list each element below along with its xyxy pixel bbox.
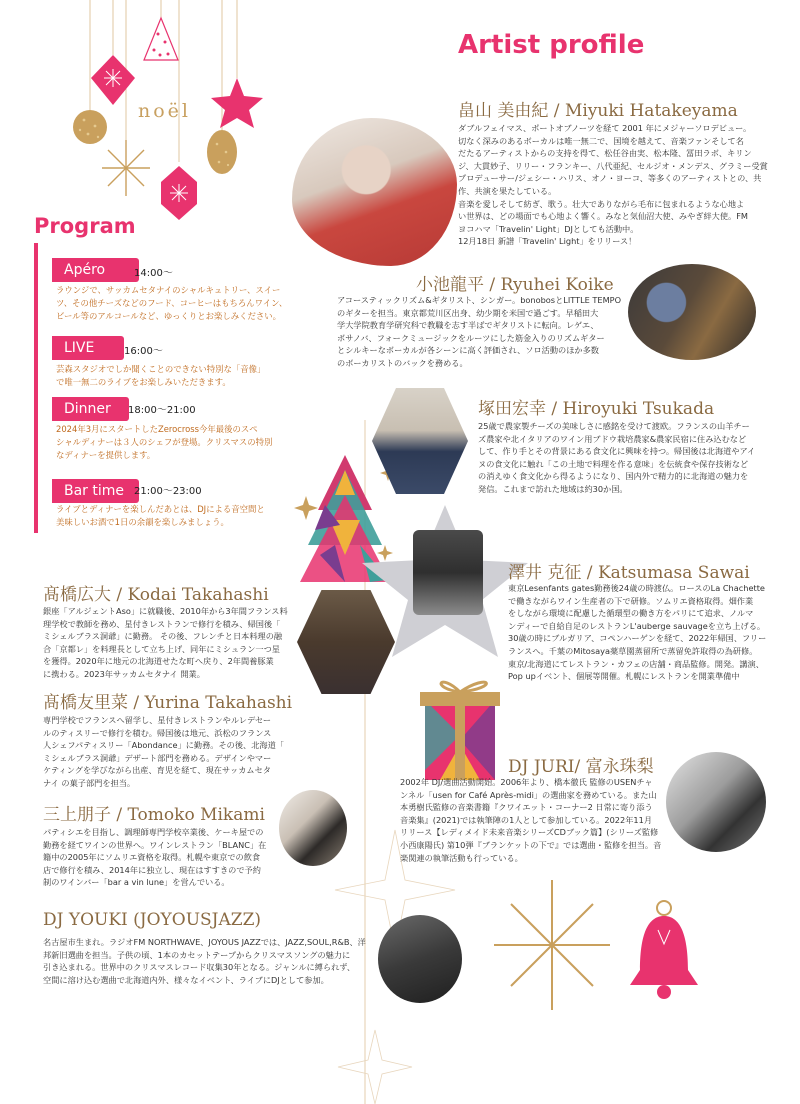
name-mikami: 三上朋子 / Tomoko Mikami <box>43 805 265 825</box>
ornament-hexagon-icon <box>161 166 197 220</box>
photo-koike <box>628 264 756 360</box>
bio-hatakeyama: ダブルフェイマス、ポートオブノーツを経て 2001 年にメジャーソロデビュー。 切なく深みのあるボーカルは唯一無二で、国境を越えて、音楽ファンそして名 だたるアーティストからの支持を得て、松任谷由実、松本隆、冨田ラボ、キリン ジ、大貫妙子、リリー・フランキー、八代亜紀、セルジオ・メンデス、グラミー受賞 プロデューサー/ジェシー・ハリス、オノ・ヨーコ、等多くのアーティストとの、共 作、共演を果たしている。 音楽を愛しそして紡ぎ、歌う。壮大でありながら毛布に包まれるような心地よ い世界は、どの場面でも心地よく響く。みなと気仙沼大使、みやぎ絆大使。FM ヨコハマ「Travelin' Light」DJとしても活動中。 12月18日 新譜「Travelin' Light」をリリース！ <box>458 123 768 247</box>
name-juri: DJ JURI/ 富永珠梨 <box>508 757 654 777</box>
bio-koike: アコースティックリズム&ギタリスト、シンガー。bonobosとLITTLE TEMPO のギターを担当。東京都荒川区出身、幼少期を米国で過ごす。早稲田大 学大学院教育学研究科で教職を志す半ばでギタリストに転向。レゲエ、 ボサノバ、フォークミュージックをルーツにした筋金入りのリズムギター とシルキーなボーカルが各シーンに高く評価され、ソロ活動のほか多数 のボーカリストのバックを務める。 <box>337 295 622 368</box>
program-sidebar-line <box>34 243 38 533</box>
photo-sawai <box>413 530 483 615</box>
program-desc-dinner: 2024年3月にスタートしたZerocross今年最後のスペ シャルディナーは３人のシェフが登場。クリスマスの特別 なディナーを提供します。 <box>56 424 273 460</box>
photo-hatakeyama <box>292 118 457 266</box>
ornament-diamond-icon <box>91 55 135 105</box>
program-desc-live: 芸森スタジオでしか聞くことのできない特別な「音像」 で唯一無二のライブをお楽しみいただきます。 <box>56 364 266 387</box>
artist-profile-title: Artist profile <box>458 30 645 60</box>
name-kodai: 髙橋広大 / Kodai Takahashi <box>43 585 269 605</box>
program-time-apero: 14:00〜 <box>134 268 173 279</box>
bio-youki: 名古屋市生まれ。ラジオFM NORTHWAVE、JOYOUS JAZZでは、JAZZ,SOUL,R&B、洋 邦新旧選曲を担当。子供の頃、1本のカセットテープからクリスマスソングの魅力に 引き込まれる。世界中のクリスマスレコード収集30年となる。ジャンルに縛られず、 空間に溶け込む選曲で北海道内外、様々なイベント、ライブにDJとして参加。 <box>43 937 366 985</box>
gift-box-icon <box>420 682 500 780</box>
program-title: Program <box>34 214 136 238</box>
ornament-gold-egg-icon <box>207 130 237 174</box>
name-tsukada: 塚田宏幸 / Hiroyuki Tsukada <box>478 399 715 419</box>
name-hatakeyama: 畠山 美由紀 / Miyuki Hatakeyama <box>458 101 738 121</box>
photo-youki <box>378 915 462 1003</box>
program-label-dinner: Dinner <box>52 397 129 421</box>
bio-tsukada: 25歳で農家製チーズの美味しさに感銘を受けて渡欧。フランスの山羊チー ズ農家や北イタリアのワイン用ブドウ栽培農家&農家民宿に住み込むなど して、作り手とその背景にある食文化に興味を持つ。帰国後は北海道やアイ ヌの食文化に触れ「この土地で料理を作る意味」を伝統食や保存技術など の消えゆく食文化から得るようになり、国内外で精力的に北海道の魅力を 発信。これまで訪れた地域は約30か国。 <box>478 421 756 494</box>
bio-juri: 2002年 DJ/選曲活動開始。2006年より、橋本徹氏 監修のUSENチャ ンネル「usen for Café Après-midi」の選曲家を務めている。また山 本勇樹氏監修の音楽書籍『クワイエット・コーナー2 日常に寄り添う 音楽集』(2021)では執筆陣の1人として参加している。2022年11月 リリース【レディメイド未来音楽シリーズCDブック篇】(シリーズ監修 小西康陽氏) 第10弾『ブランケットの下で』では選曲・監修を担当。音 楽関連の執筆活動も行っている。 <box>400 777 662 863</box>
name-youki: DJ YOUKI (JOYOUSJAZZ) <box>43 910 262 930</box>
name-sawai: 澤井 克征 / Katsumasa Sawai <box>508 563 750 583</box>
photo-mikami <box>279 790 347 866</box>
program-label-bar: Bar time <box>52 479 139 503</box>
noel-logo: noël <box>138 100 191 122</box>
program-label-apero: Apéro <box>52 258 139 282</box>
bio-sawai: 東京Lesenfants gates勤務後24歳の時渡仏。ロースのLa Chachette で働きながらワイン生産者の下で研修。ソムリエ資格取得。畑作業 をしながら環境に配慮した循環型の働き方をパリにて追求、ノルマ ンディーで自給自足のレストランL'auberge sauvageを立ち上げる。 30歳の時にブルガリア、コペンハーゲンを経て、2022年帰国、フリー ランスへ。千葉のMitosaya薬草園蒸留所で蒸留免許取得の為研修。 東京/北海道にてレストラン・カフェの店舗・商品監修。開発。講演、 Pop upイベント、個展等開催。札幌にレストランを開業準備中 <box>508 583 767 682</box>
program-desc-apero: ラウンジで、サッカムセタナイのシャルキュトリー、スイー ツ、その他チーズなどのフード、コーヒーはもちろんワイン、 ビール等のアルコールなど、ゆっくりとお楽しみください。 <box>56 285 288 321</box>
name-yurina: 髙橋友里菜 / Yurina Takahashi <box>43 693 293 713</box>
program-time-bar: 21:00〜23:00 <box>134 486 202 497</box>
bell-icon <box>630 901 698 999</box>
ornament-snowflake-icon <box>102 140 150 196</box>
program-time-live: 16:00〜 <box>124 346 163 357</box>
gold-starburst-icon <box>494 880 610 1010</box>
program-label-live: LIVE <box>52 336 124 360</box>
program-time-dinner: 18:00〜21:00 <box>128 405 196 416</box>
bio-kodai: 銀座「アルジェントAso」に就職後、2010年から3年間フランス料 理学校で教師を務め、星付きレストランで修行を積み、帰国後「 ミシェルブラス洞爺」に勤務。 その後、フレンチと日本料理の融 合「京都レ」を料理長として立ち上げ、同年にミシュラン一つ星 を獲得。2020年に地元の北海道せたな町へ戻り、2年間養豚業 に携わる。2023年サッカムセタナイ 開業。 <box>43 606 288 679</box>
bio-mikami: パティシエを目指し、調理師専門学校卒業後、ケーキ屋での 勤務を経てワインの世界へ。ワインレストラン「BLANC」在 籍中の2005年にソムリエ資格を取得。札幌や東京での飲食 店で修行を積み、2014年に独立し、現在はすすきので予約 制のワインバー「bar a vin lune」を営んでいる。 <box>43 827 267 888</box>
ornament-gold-ball-icon <box>73 110 107 144</box>
ornament-tree-icon <box>144 18 178 60</box>
name-koike: 小池龍平 / Ryuhei Koike <box>416 275 614 295</box>
bio-yurina: 専門学校でフランスへ留学し、星付きレストランやルレデセー ルのティスリーで修行を積む。帰国後は地元、浜松のフランス 人シェフパティスリー「Abondance」に勤務。その後、北海道「 ミシェルブラス洞爺」デザート部門を務める。デザインやマー ケティングを学びながら出産、育児を経て、現在サッカムセタ ナイ の菓子部門を担当。 <box>43 715 284 788</box>
program-desc-bar: ライブとディナーを楽しんだあとは、DJによる音空間と 美味しいお酒で1日の余韻を楽しみましょう。 <box>56 504 265 527</box>
photo-juri <box>666 752 766 852</box>
ornament-star-icon <box>211 78 263 128</box>
